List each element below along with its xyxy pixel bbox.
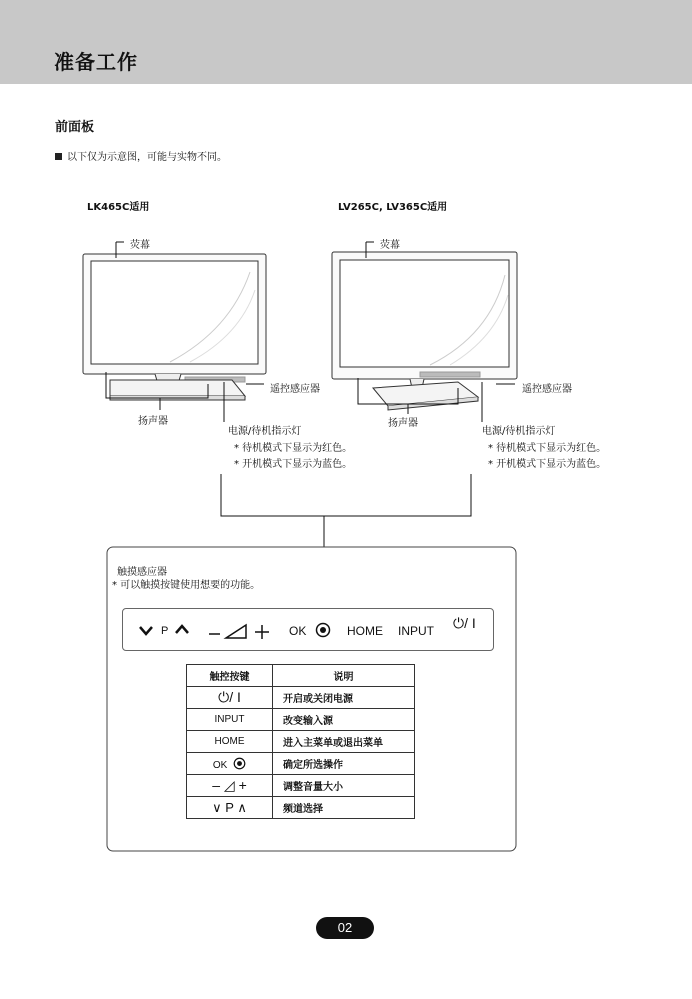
desc-ok: 确定所选操作: [273, 753, 415, 775]
touch-key-table: [186, 664, 415, 819]
table-row: [187, 775, 415, 797]
disclaimer-text: 以下仅为示意图，可能与实物不同。: [67, 152, 227, 163]
channel-p-label: P: [161, 625, 169, 637]
table-row: [187, 709, 415, 731]
key-ok: [187, 753, 273, 775]
left-screen-label: 荧幕: [130, 240, 150, 251]
right-tv-drawing: [332, 252, 517, 410]
left-power-indicator-label: 电源/待机指示灯: [228, 426, 302, 437]
ok-circle-icon: [233, 757, 246, 770]
table-row: [187, 731, 415, 753]
left-tv-drawing: [83, 254, 266, 400]
right-note-power-on: * 开机模式下显示为蓝色。: [488, 459, 607, 470]
table-header-key: 触控按键: [187, 665, 273, 687]
touch-key-bar: [122, 608, 494, 651]
key-home: HOME: [187, 731, 273, 753]
table-row: [187, 797, 415, 819]
input-button[interactable]: INPUT: [398, 624, 434, 638]
ok-button-icon[interactable]: [315, 622, 331, 638]
desc-channel: 频道选择: [273, 797, 415, 819]
desc-input: 改变输入源: [273, 709, 415, 731]
key-channel: ∨ P ∧: [187, 797, 273, 819]
left-note-standby: * 待机模式下显示为红色。: [234, 443, 353, 454]
page-title: 准备工作: [54, 50, 138, 74]
key-ok-label: OK: [212, 759, 228, 771]
desc-home: 进入主菜单或退出菜单: [273, 731, 415, 753]
channel-down-icon[interactable]: [139, 626, 153, 636]
key-input: INPUT: [187, 709, 273, 731]
desc-volume: 调整音量大小: [273, 775, 415, 797]
right-speaker-label: 扬声器: [388, 418, 418, 429]
right-power-indicator-label: 电源/待机指示灯: [482, 426, 556, 437]
table-row: [187, 687, 415, 709]
right-note-standby: * 待机模式下显示为红色。: [488, 443, 607, 454]
right-model-label: LV265C, LV365C适用: [338, 202, 448, 213]
left-model-label: LK465C适用: [87, 202, 150, 213]
section-title: 前面板: [55, 120, 95, 135]
right-remote-sensor-label: 遥控感应器: [522, 384, 572, 395]
touch-sensor-title: 触摸感应器: [117, 567, 167, 578]
right-screen-label: 荧幕: [380, 240, 400, 251]
table-header-description: 说明: [273, 665, 415, 687]
channel-up-icon[interactable]: [175, 624, 189, 634]
ok-label: OK: [289, 624, 307, 638]
left-remote-sensor-label: 遥控感应器: [270, 384, 320, 395]
power-button[interactable]: ⏻/ I: [453, 615, 476, 631]
home-button[interactable]: HOME: [347, 624, 383, 638]
page-number: 02: [316, 917, 374, 939]
volume-icon[interactable]: [207, 621, 277, 641]
touch-sensor-note: * 可以触摸按键使用想要的功能。: [112, 580, 261, 591]
table-row: [187, 753, 415, 775]
left-note-power-on: * 开机模式下显示为蓝色。: [234, 459, 353, 470]
left-speaker-label: 扬声器: [138, 416, 168, 427]
key-power: ⏻/ I: [187, 687, 273, 709]
desc-power: 开启或关闭电源: [273, 687, 415, 709]
key-volume: – ◿ +: [187, 775, 273, 797]
